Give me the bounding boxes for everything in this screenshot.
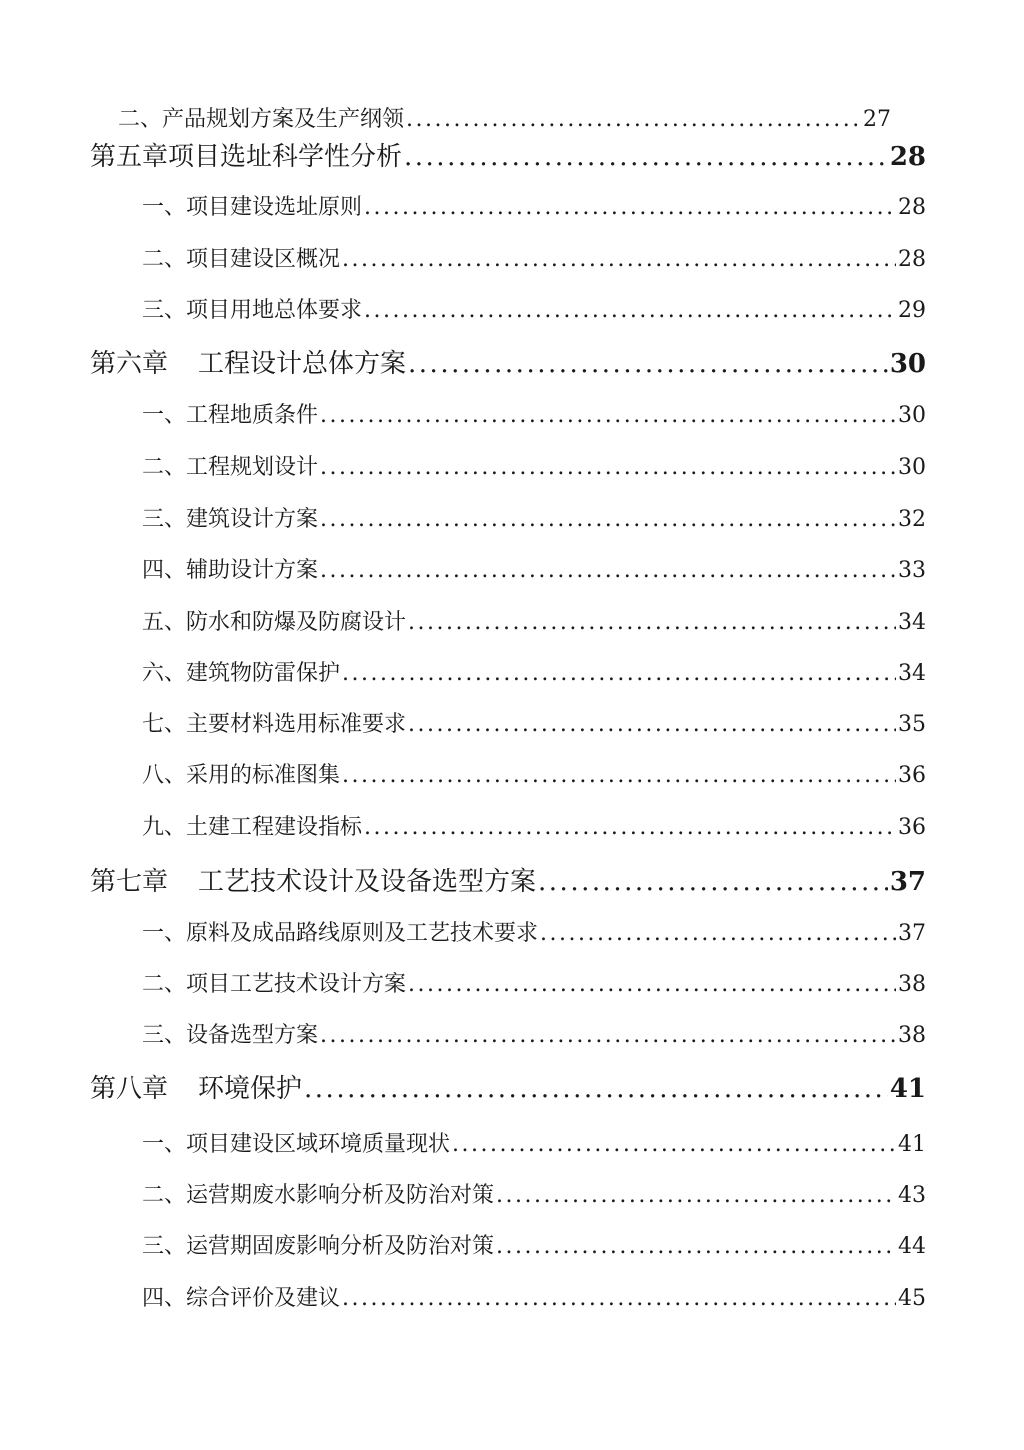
dot-leader [304, 1074, 888, 1104]
dot-leader [408, 712, 896, 737]
chapter-number: 第六章 [90, 349, 169, 379]
dot-leader [496, 1183, 896, 1208]
toc-chapter-page: 28 [889, 142, 926, 172]
toc-entry[interactable] [142, 293, 926, 324]
toc-entry[interactable] [142, 1281, 926, 1312]
toc-entry[interactable] [142, 502, 926, 533]
toc-entry-title: 七、主要材料选用标准要求 [142, 712, 407, 737]
dot-leader [364, 298, 896, 323]
toc-entry[interactable] [142, 1018, 926, 1049]
toc-entry-title: 二、运营期废水影响分析及防治对策 [142, 1183, 495, 1208]
toc-entry-page: 28 [898, 195, 926, 220]
dot-leader [320, 507, 896, 532]
toc-entry-page: 38 [898, 972, 926, 997]
dot-leader [342, 763, 896, 788]
toc-entry-page: 45 [898, 1286, 926, 1311]
toc-entry[interactable] [142, 707, 926, 738]
toc-entry-title: 四、辅助设计方案 [142, 558, 319, 583]
dot-leader [408, 349, 888, 379]
toc-chapter-title [90, 1068, 302, 1105]
toc-entry-page: 32 [898, 507, 926, 532]
toc-entry-page: 37 [898, 921, 926, 946]
toc-entry-title: 三、运营期固废影响分析及防治对策 [142, 1234, 495, 1259]
dot-leader [404, 142, 888, 172]
toc-entry-title: 一、工程地质条件 [142, 403, 319, 428]
toc-chapter-title [90, 861, 536, 898]
chapter-number: 第七章 [90, 867, 169, 897]
toc-entry-title: 六、建筑物防雷保护 [142, 661, 341, 686]
toc-entry-product-planning[interactable] [118, 102, 891, 133]
dot-leader [364, 195, 896, 220]
toc-entry-page: 30 [898, 455, 926, 480]
toc-entry-page: 33 [898, 558, 926, 583]
toc-entry-title: 八、采用的标准图集 [142, 763, 341, 788]
dot-leader [320, 1023, 896, 1048]
toc-entry-page: 36 [898, 763, 926, 788]
dot-leader [408, 610, 896, 635]
toc-entry-title: 二、项目建设区概况 [142, 247, 341, 272]
dot-leader [406, 107, 861, 132]
toc-entry-title: 三、建筑设计方案 [142, 507, 319, 532]
toc-chapter-5[interactable] [90, 136, 926, 173]
chapter-name: 工程设计总体方案 [198, 349, 407, 379]
toc-entry-page: 34 [898, 610, 926, 635]
toc-entry-page: 38 [898, 1023, 926, 1048]
dot-leader [342, 661, 896, 686]
toc-entry-title: 三、设备选型方案 [142, 1023, 319, 1048]
toc-entry-title: 九、土建工程建设指标 [142, 815, 363, 840]
toc-entry-page: 44 [898, 1234, 926, 1259]
toc-entry-page: 35 [898, 712, 926, 737]
toc-entry[interactable] [142, 967, 926, 998]
toc-chapter-7[interactable] [90, 861, 926, 898]
toc-chapter-page: 30 [889, 349, 926, 379]
toc-entry-title: 二、工程规划设计 [142, 455, 319, 480]
toc-entry-title: 三、项目用地总体要求 [142, 298, 363, 323]
toc-entry-title: 二、项目工艺技术设计方案 [142, 972, 407, 997]
toc-entry[interactable] [142, 656, 926, 687]
toc-chapter-page: 37 [889, 867, 926, 897]
dot-leader [320, 558, 896, 583]
dot-leader [540, 921, 896, 946]
dot-leader [496, 1234, 896, 1259]
toc-entry[interactable] [142, 190, 926, 221]
toc-entry-page: 36 [898, 815, 926, 840]
dot-leader [364, 815, 896, 840]
toc-entry[interactable] [142, 1229, 926, 1260]
toc-entry[interactable] [142, 450, 926, 481]
toc-chapter-title: 第五章项目选址科学性分析 [90, 142, 403, 172]
toc-entry[interactable] [142, 1178, 926, 1209]
dot-leader [538, 867, 888, 897]
toc-entry-title: 二、产品规划方案及生产纲领 [118, 107, 405, 132]
toc-entry[interactable] [142, 810, 926, 841]
toc-chapter-page: 41 [889, 1074, 926, 1104]
dot-leader [320, 403, 896, 428]
toc-entry-title: 一、原料及成品路线原则及工艺技术要求 [142, 921, 539, 946]
toc-chapter-title [90, 343, 406, 380]
toc-entry-page: 41 [898, 1132, 926, 1157]
toc-entry[interactable] [142, 398, 926, 429]
toc-entry[interactable] [142, 916, 926, 947]
toc-entry[interactable] [142, 1127, 926, 1158]
toc-entry[interactable] [142, 553, 926, 584]
chapter-name: 工艺技术设计及设备选型方案 [198, 867, 537, 897]
dot-leader [452, 1132, 896, 1157]
chapter-number: 第八章 [90, 1074, 169, 1104]
toc-entry-page: 30 [898, 403, 926, 428]
dot-leader [320, 455, 896, 480]
dot-leader [342, 247, 896, 272]
toc-entry-title: 五、防水和防爆及防腐设计 [142, 610, 407, 635]
toc-entry-page: 27 [863, 107, 891, 132]
toc-entry-title: 一、项目建设选址原则 [142, 195, 363, 220]
toc-entry-title: 一、项目建设区域环境质量现状 [142, 1132, 451, 1157]
toc-entry[interactable] [142, 605, 926, 636]
toc-entry-page: 43 [898, 1183, 926, 1208]
toc-entry-page: 28 [898, 247, 926, 272]
toc-entry[interactable] [142, 242, 926, 273]
dot-leader [408, 972, 896, 997]
dot-leader [342, 1286, 896, 1311]
toc-chapter-8[interactable] [90, 1068, 926, 1105]
toc-entry-title: 四、综合评价及建议 [142, 1286, 341, 1311]
toc-chapter-6[interactable] [90, 343, 926, 380]
toc-entry-page: 34 [898, 661, 926, 686]
toc-entry[interactable] [142, 758, 926, 789]
toc-entry-page: 29 [898, 298, 926, 323]
chapter-name: 环境保护 [198, 1074, 303, 1104]
